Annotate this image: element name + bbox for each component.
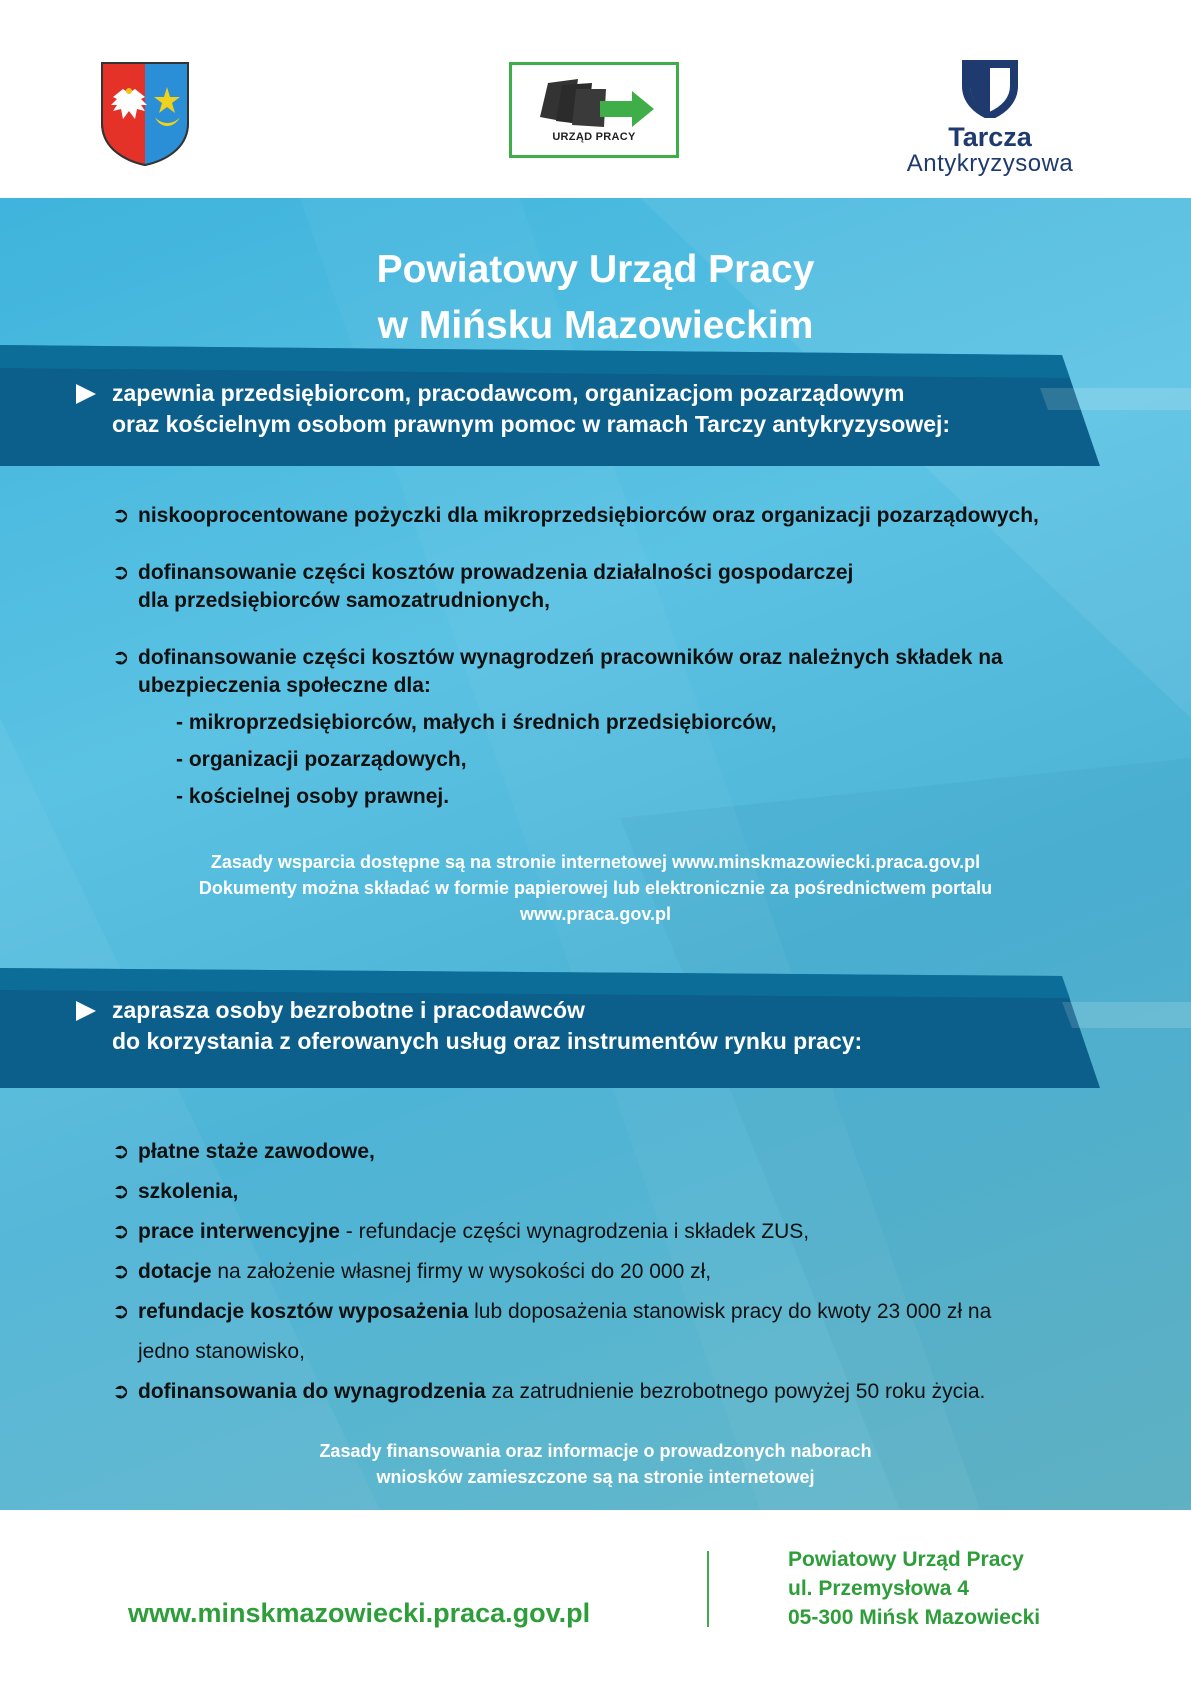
main-panel (0, 198, 1191, 1510)
item-bold: dofinansowania do wynagrodzenia (138, 1380, 486, 1403)
note-line: wniosków zamieszczone są na stronie internetowej (376, 1467, 815, 1487)
note-line: Dokumenty można składać w formie papierowej lub elektronicznie za pośrednictwem portalu (198, 878, 993, 898)
title-line2: w Mińsku Mazowieckim (377, 304, 814, 347)
item-bold: płatne staże zawodowe, (138, 1140, 375, 1163)
tarcza-title: Tarcza (948, 122, 1032, 152)
item-bold: szkolenia, (138, 1180, 239, 1203)
section1-heading-line2: oraz kościelnym osobom prawnym pomoc w ramach Tarczy antykryzysowej: (112, 411, 951, 437)
sublist-item: - mikroprzedsiębiorców, małych i średnich przedsiębiorców, (176, 711, 777, 734)
item-text-cont: dla przedsiębiorców samozatrudnionych, (138, 589, 550, 612)
website-link[interactable]: www.minskmazowiecki.praca.gov.pl (128, 1598, 591, 1628)
urzad-pracy-logo (509, 62, 679, 158)
section2-note (0, 1438, 1191, 1490)
item-rest: za zatrudnienie bezrobotnego powyżej 50 roku życia. (485, 1380, 986, 1403)
list-item-continuation (112, 1332, 1072, 1372)
list-item (112, 1372, 1072, 1412)
arrow-bullet-icon: ➲ (112, 1380, 130, 1403)
arrow-bullet-icon: ➲ (112, 1220, 130, 1243)
arrow-bullet-icon: ➲ (112, 504, 130, 527)
item-rest: na założenie własnej firmy w wysokości do 20 000 zł, (211, 1260, 712, 1283)
note-line: Zasady wsparcia dostępne są na stronie internetowej www.minskmazowiecki.praca.gov.pl (210, 852, 981, 872)
item-rest: jedno stanowisko, (138, 1340, 305, 1363)
item-rest: lub doposażenia stanowisk pracy do kwoty 23 000 zł na (468, 1300, 992, 1323)
item-text: dofinansowanie części kosztów wynagrodzeń pracowników oraz należnych składek na (138, 646, 1003, 669)
list-item (112, 1292, 1072, 1332)
list-item (112, 644, 1039, 700)
list-item (112, 1132, 1072, 1172)
item-text: dofinansowanie części kosztów prowadzenia działalności gospodarczej (138, 561, 854, 584)
address-line: ul. Przemysłowa 4 (788, 1577, 969, 1600)
coat-of-arms-logo (100, 61, 190, 167)
sublist-item: - kościelnej osoby prawnej. (176, 785, 450, 808)
arrow-bullet-icon: ➲ (112, 1260, 130, 1283)
arrow-bullet-icon: ➲ (112, 561, 130, 584)
tarcza-antykryzysowa-logo (890, 58, 1090, 178)
sublist-item: - organizacji pozarządowych, (176, 748, 467, 771)
triangle-arrow-icon (76, 384, 96, 404)
item-rest: - refundacje części wynagrodzenia i składek ZUS, (339, 1220, 810, 1243)
item-bold: prace interwencyjne (138, 1220, 340, 1243)
list-item (112, 1252, 1072, 1292)
arrow-bullet-icon: ➲ (112, 1180, 130, 1203)
triangle-arrow-icon (76, 1001, 96, 1021)
arrow-bullet-icon: ➲ (112, 1300, 130, 1323)
section2-heading-line1: zaprasza osoby bezrobotne i pracodawców (112, 997, 585, 1023)
section2-list (112, 1132, 1072, 1412)
footer-divider (707, 1551, 709, 1627)
note-line: www.praca.gov.pl (519, 904, 672, 924)
section2-heading-line2: do korzystania z oferowanych usług oraz instrumentów rynku pracy: (112, 1028, 863, 1054)
section1-note (0, 849, 1191, 927)
section1-heading-line1: zapewnia przedsiębiorcom, pracodawcom, organizacjom pozarządowym (112, 380, 905, 406)
item-text-cont: ubezpieczenia społeczne dla: (138, 674, 431, 697)
sublist (112, 704, 1039, 815)
arrow-bullet-icon: ➲ (112, 646, 130, 669)
list-item (112, 502, 1039, 530)
note-line: Zasady finansowania oraz informacje o prowadzonych naborach (319, 1441, 872, 1461)
tarcza-subtitle: Antykryzysowa (906, 150, 1074, 177)
list-item (112, 559, 1039, 615)
item-bold: dotacje (138, 1260, 212, 1283)
page-title (0, 242, 1191, 354)
section1-list (112, 502, 1039, 815)
list-item (112, 1212, 1072, 1252)
address-line: Powiatowy Urząd Pracy (788, 1548, 1024, 1571)
office-address (788, 1545, 1040, 1632)
title-line1: Powiatowy Urząd Pracy (376, 248, 815, 291)
list-item (112, 1172, 1072, 1212)
item-bold: refundacje kosztów wyposażenia (138, 1300, 469, 1323)
address-line: 05-300 Mińsk Mazowiecki (788, 1606, 1041, 1629)
urzad-pracy-label: URZĄD PRACY (552, 131, 636, 143)
item-text: niskooprocentowane pożyczki dla mikroprzedsiębiorców oraz organizacji pozarządowych, (138, 504, 1039, 527)
arrow-bullet-icon: ➲ (112, 1140, 130, 1163)
